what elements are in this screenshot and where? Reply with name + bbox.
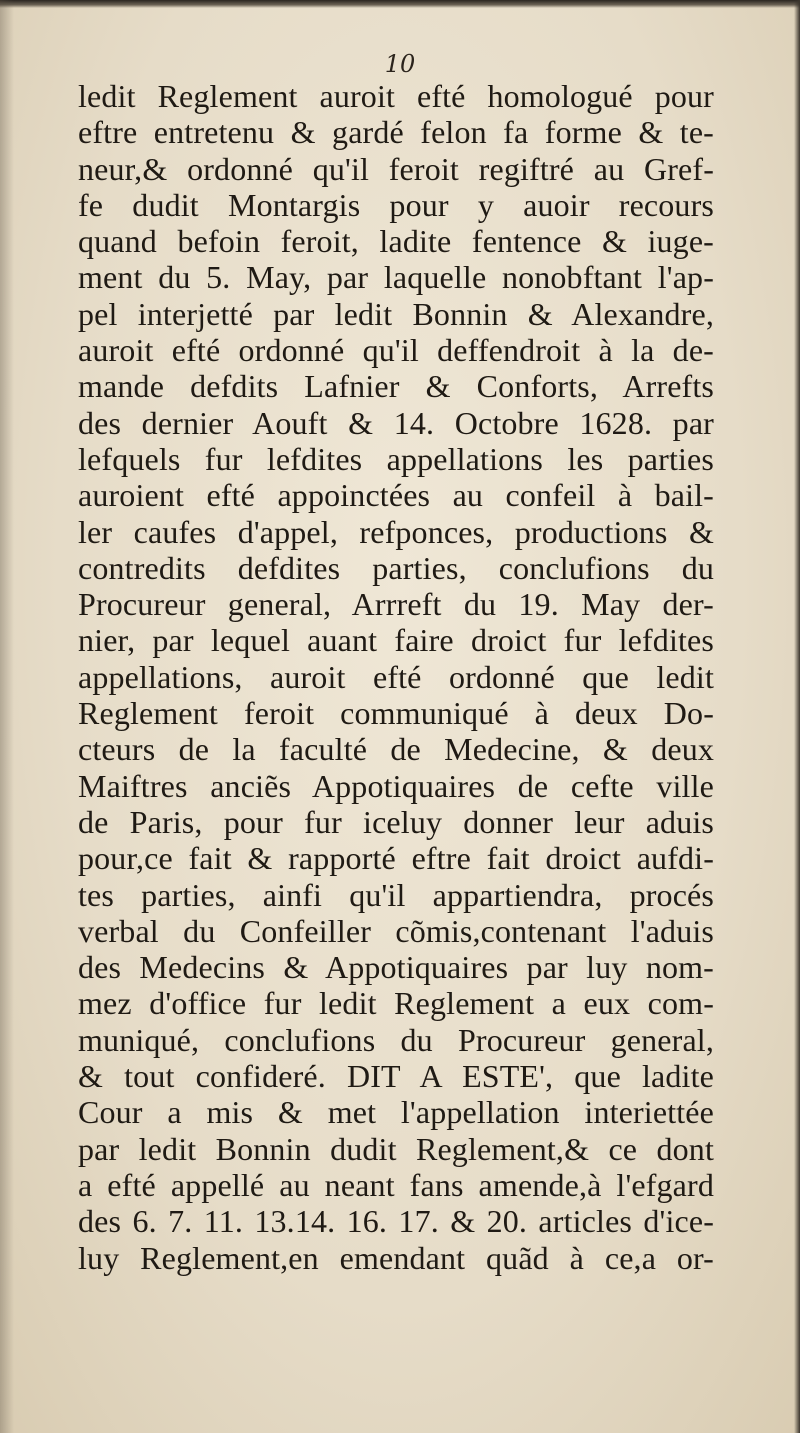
text-line: neur,& ordonné qu'il feroit regiftré au Gref-	[78, 150, 714, 187]
text-line: mande defdits Lafnier & Conforts, Arrefts	[78, 368, 714, 405]
text-line: cteurs de la faculté de Medecine, & deux	[78, 731, 714, 768]
page-right-edge	[794, 0, 800, 1433]
text-line: des Medecins & Appotiquaires par luy nom-	[78, 949, 714, 986]
text-line: & tout confideré. DIT A ESTE', que ladite	[78, 1058, 714, 1095]
text-line: Maiftres anciẽs Appotiquaires de cefte ville	[78, 767, 714, 804]
body-text	[78, 78, 714, 1276]
text-line: Reglement feroit communiqué à deux Do-	[78, 695, 714, 732]
text-line: Procureur general, Arrreft du 19. May der-	[78, 586, 714, 623]
text-line: mez d'office fur ledit Reglement a eux com-	[78, 985, 714, 1022]
text-line: a efté appellé au neant fans amende,à l'efgard	[78, 1166, 714, 1203]
text-line: nier, par lequel auant faire droict fur lefdites	[78, 622, 714, 659]
text-line: auroit efté ordonné qu'il deffendroit à la de-	[78, 332, 714, 369]
text-line: de Paris, pour fur iceluy donner leur aduis	[78, 803, 714, 840]
text-line: fe dudit Montargis pour y auoir recours	[78, 186, 714, 223]
text-line: Cour a mis & met l'appellation interiettée	[78, 1094, 714, 1131]
text-line: ledit Reglement auroit efté homologué pour	[78, 78, 714, 114]
text-line: pour,ce fait & rapporté eftre fait droict aufdi-	[78, 840, 714, 877]
page-number: 10	[384, 50, 416, 78]
text-line: ler caufes d'appel, refponces, productions &	[78, 513, 714, 550]
text-line: contredits defdites parties, conclufions du	[78, 549, 714, 586]
text-line: auroient efté appoinctées au confeil à bail-	[78, 477, 714, 514]
text-line: quand befoin feroit, ladite fentence & iuge-	[78, 223, 714, 260]
text-line: eftre entretenu & gardé felon fa forme & te-	[78, 114, 714, 151]
text-line: luy Reglement,en emendant quãd à ce,a or-	[78, 1239, 714, 1276]
page-top-edge	[0, 0, 800, 8]
page-binding-gutter	[0, 0, 14, 1433]
text-line: des dernier Aouft & 14. Octobre 1628. par	[78, 404, 714, 441]
text-line: ment du 5. May, par laquelle nonobftant l'ap-	[78, 259, 714, 296]
text-line: tes parties, ainfi qu'il appartiendra, procés	[78, 876, 714, 913]
text-line: appellations, auroit efté ordonné que ledit	[78, 658, 714, 695]
text-line: muniqué, conclufions du Procureur general,	[78, 1021, 714, 1058]
text-line: par ledit Bonnin dudit Reglement,& ce dont	[78, 1130, 714, 1167]
text-line: verbal du Confeiller cõmis,contenant l'aduis	[78, 912, 714, 949]
text-line: pel interjetté par ledit Bonnin & Alexandre,	[78, 295, 714, 332]
text-line: lefquels fur lefdites appellations les parties	[78, 440, 714, 477]
text-line: des 6. 7. 11. 13.14. 16. 17. & 20. articles d'ice-	[78, 1203, 714, 1240]
